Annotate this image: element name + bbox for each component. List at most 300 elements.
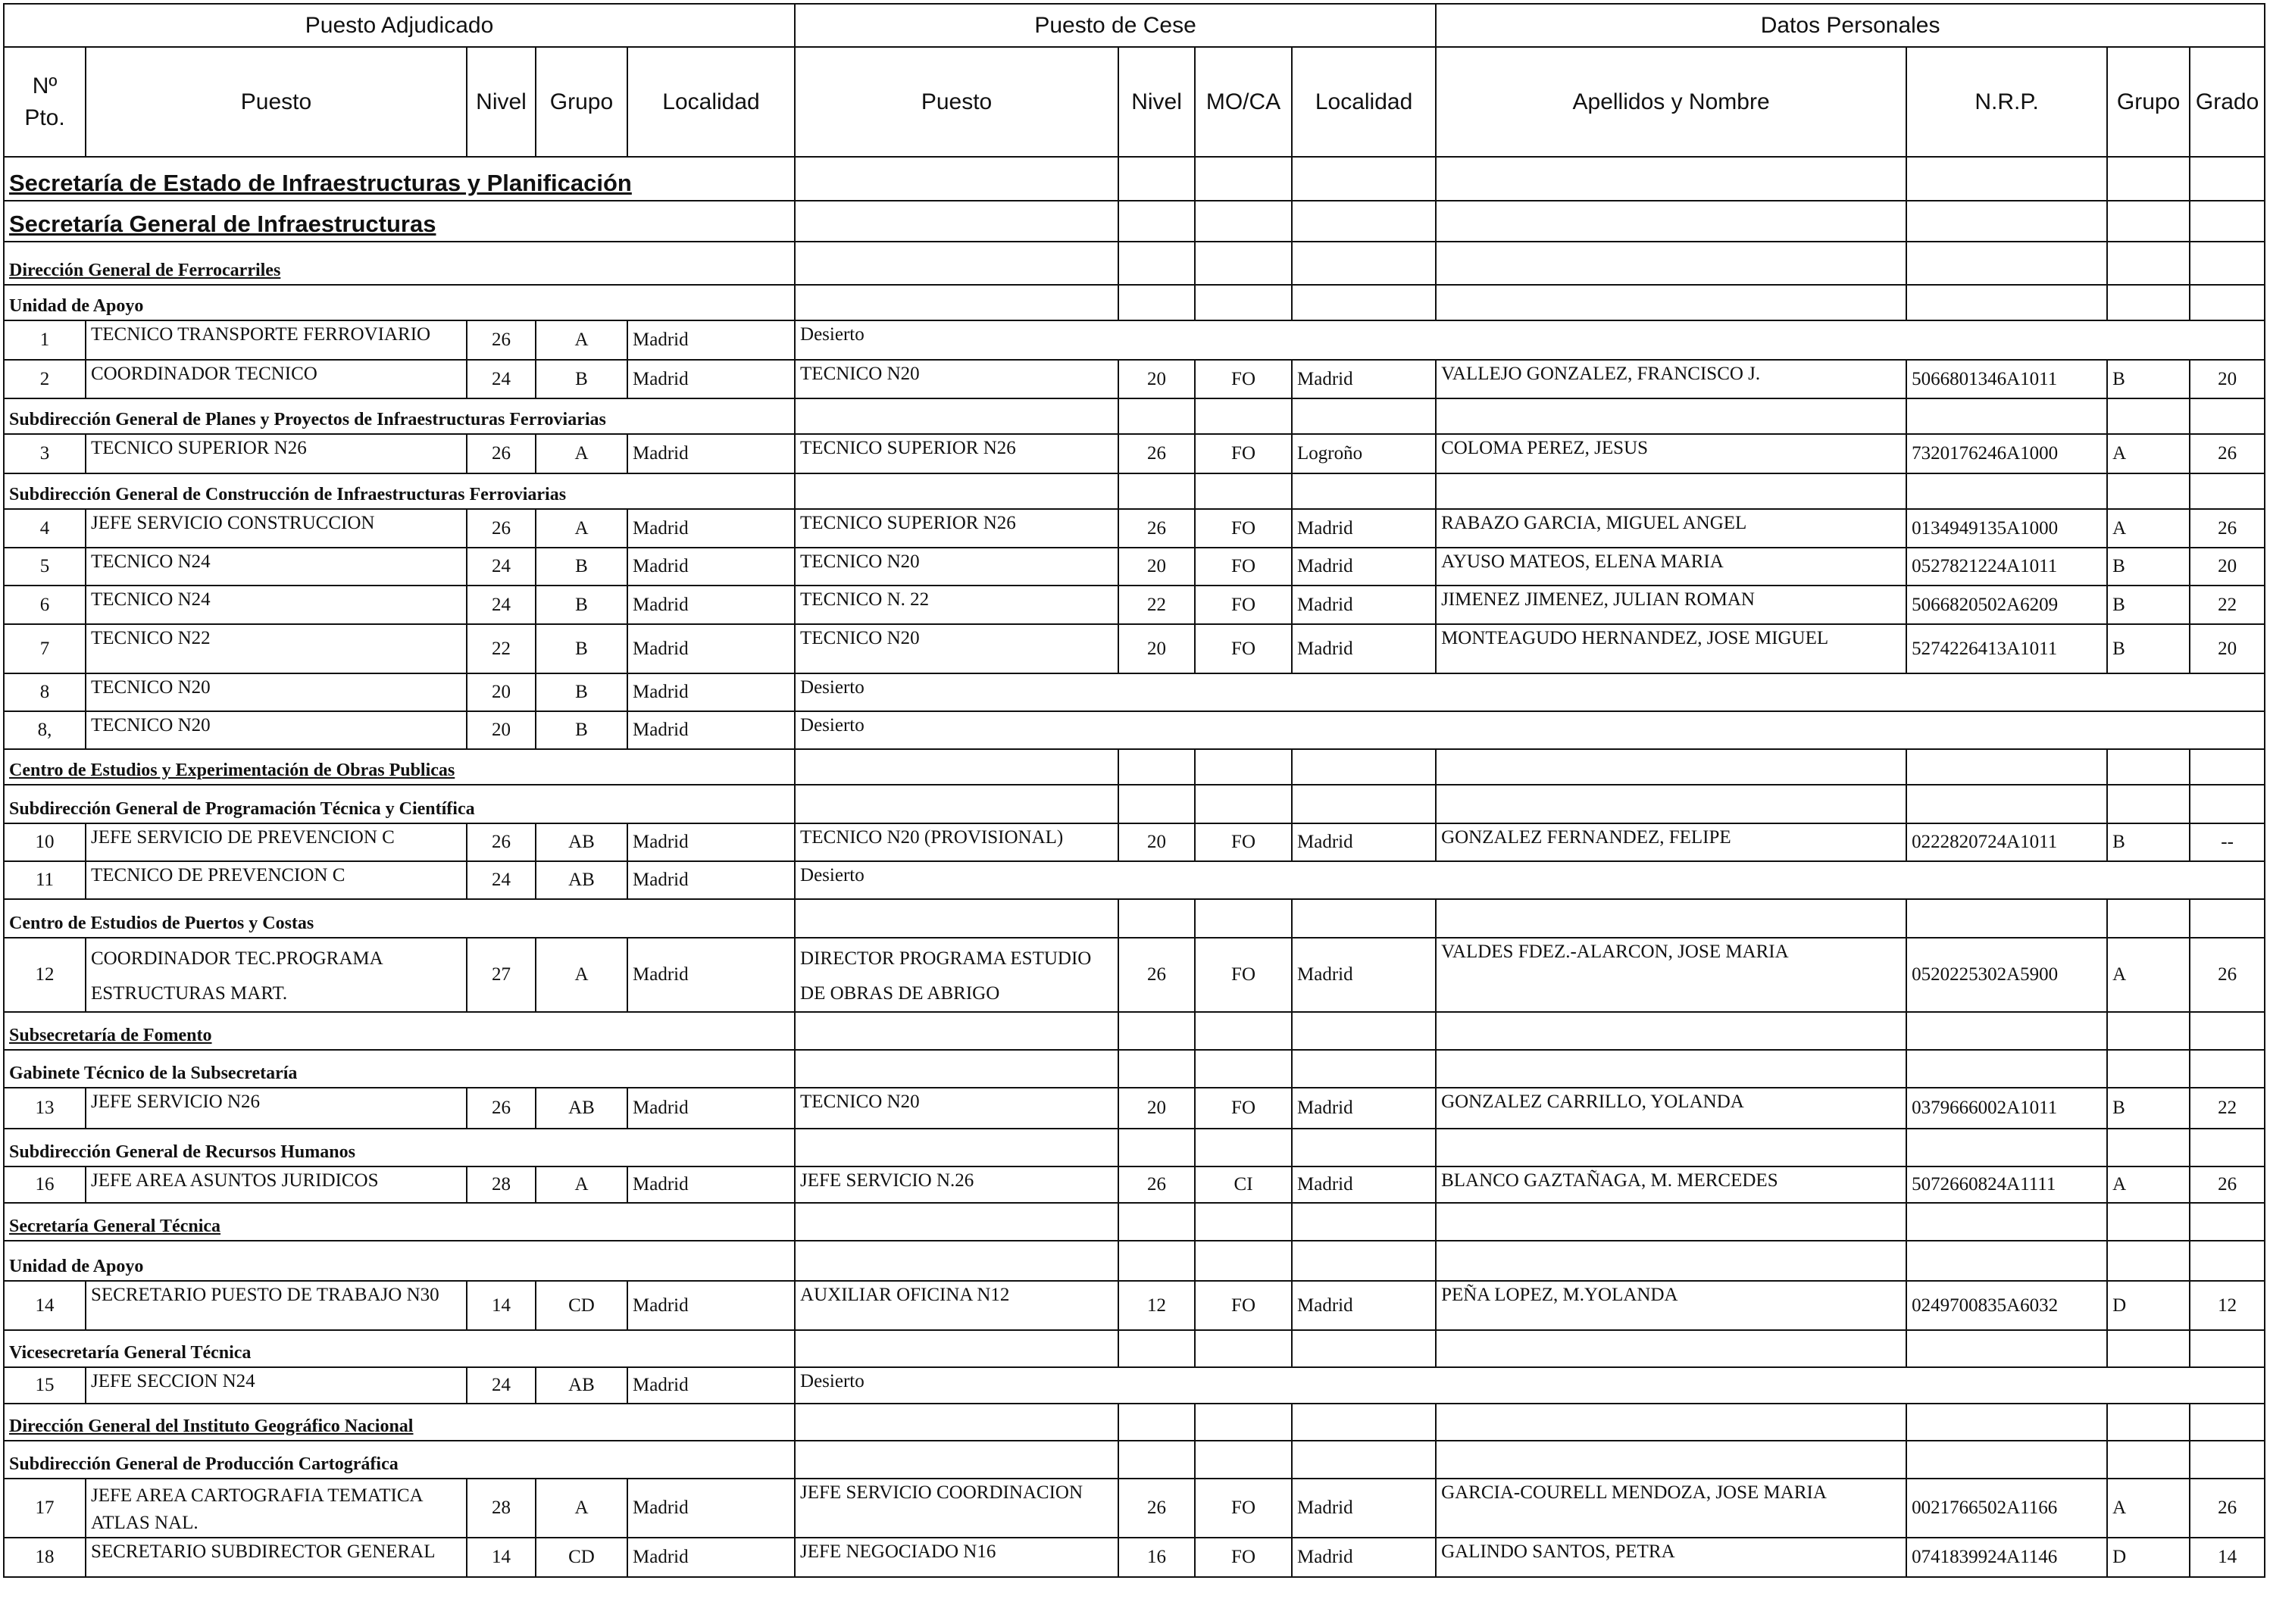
section-heading: Dirección General de Ferrocarriles (9, 261, 281, 280)
nrp-cell: 5066820502A6209 (1906, 586, 2107, 624)
nivel-cell: 26 (467, 434, 536, 473)
empty-cell (1195, 398, 1292, 434)
empty-cell (2107, 785, 2190, 823)
npto-cell: 7 (4, 624, 86, 673)
nivel-cell: 24 (467, 548, 536, 586)
nivel-cese-cell: 20 (1118, 1088, 1195, 1129)
empty-cell (1436, 785, 1906, 823)
col-header-localidad: Localidad (627, 47, 795, 157)
empty-cell (1118, 242, 1195, 285)
nivel-cese-cell: 26 (1118, 938, 1195, 1012)
empty-cell (795, 1441, 1118, 1479)
localidad-cell: Madrid (627, 861, 795, 899)
empty-cell (1292, 899, 1436, 938)
empty-cell (1906, 1241, 2107, 1281)
empty-cell (1292, 1241, 1436, 1281)
section-row (4, 785, 2265, 823)
section-heading: Centro de Estudios y Experimentación de Obras Publicas (9, 760, 455, 780)
grupo-cell: B (536, 711, 627, 749)
section-heading: Dirección General del Instituto Geográfico Nacional (9, 1416, 414, 1436)
empty-cell (1118, 201, 1195, 242)
moca-cell: FO (1195, 938, 1292, 1012)
puesto-cese-cell: Desierto (795, 711, 2265, 749)
nombre-cell: GALINDO SANTOS, PETRA (1436, 1538, 1906, 1577)
section-row (4, 1129, 2265, 1166)
moca-cell: CI (1195, 1166, 1292, 1203)
empty-cell (1292, 785, 1436, 823)
empty-cell (2190, 899, 2265, 938)
puesto-cell: TECNICO N24 (86, 548, 467, 586)
empty-cell (2190, 1129, 2265, 1166)
empty-cell (795, 201, 1118, 242)
empty-cell (1906, 242, 2107, 285)
grupo-cell: B (536, 673, 627, 711)
grado-cell: 22 (2190, 1088, 2265, 1129)
empty-cell (1292, 398, 1436, 434)
col-header-localidad-cese: Localidad (1292, 47, 1436, 157)
empty-cell (2107, 1129, 2190, 1166)
empty-cell (795, 157, 1118, 201)
nombre-cell: BLANCO GAZTAÑAGA, M. MERCEDES (1436, 1166, 1906, 1203)
localidad-cell: Madrid (627, 624, 795, 673)
nivel-cell: 20 (467, 673, 536, 711)
localidad-cese-cell: Madrid (1292, 586, 1436, 624)
localidad-cese-cell: Madrid (1292, 624, 1436, 673)
nombre-cell: RABAZO GARCIA, MIGUEL ANGEL (1436, 509, 1906, 548)
localidad-cese-cell: Madrid (1292, 1479, 1436, 1538)
empty-cell (2190, 1241, 2265, 1281)
table-row (4, 673, 2265, 711)
grado-cell: 26 (2190, 509, 2265, 548)
empty-cell (1436, 1441, 1906, 1479)
puesto-cell: TECNICO SUPERIOR N26 (86, 434, 467, 473)
grupo-cell: AB (536, 861, 627, 899)
empty-cell (1195, 785, 1292, 823)
puesto-cell: COORDINADOR TECNICO (86, 360, 467, 398)
empty-cell (2107, 398, 2190, 434)
nivel-cese-cell: 26 (1118, 1479, 1195, 1538)
empty-cell (2107, 201, 2190, 242)
puesto-cell-line-2: ESTRUCTURAS MART. (91, 983, 288, 1004)
grupo-personal-cell: B (2107, 360, 2190, 398)
empty-cell (795, 1050, 1118, 1088)
nrp-cell: 7320176246A1000 (1906, 434, 2107, 473)
empty-cell (795, 785, 1118, 823)
section-heading: Secretaría General Técnica (9, 1216, 221, 1236)
npto-cell: 4 (4, 509, 86, 548)
col-header-nivel: Nivel (467, 47, 536, 157)
puesto-cese-cell: TECNICO SUPERIOR N26 (795, 509, 1118, 548)
nrp-cell: 0379666002A1011 (1906, 1088, 2107, 1129)
empty-cell (2190, 785, 2265, 823)
table-row (4, 823, 2265, 861)
nombre-cell: AYUSO MATEOS, ELENA MARIA (1436, 548, 1906, 586)
empty-cell (1195, 285, 1292, 320)
empty-cell (1195, 1441, 1292, 1479)
nivel-cell: 28 (467, 1166, 536, 1203)
localidad-cell: Madrid (627, 1088, 795, 1129)
empty-cell (1906, 1404, 2107, 1441)
grado-cell: 26 (2190, 1479, 2265, 1538)
table-row (4, 711, 2265, 749)
puesto-cese-cell: JEFE SERVICIO N.26 (795, 1166, 1118, 1203)
empty-cell (2190, 285, 2265, 320)
table-row (4, 938, 2265, 1012)
empty-cell (1118, 1330, 1195, 1367)
empty-cell (1195, 1050, 1292, 1088)
section-title (4, 398, 795, 434)
table-row (4, 548, 2265, 586)
empty-cell (2190, 1330, 2265, 1367)
empty-cell (1195, 157, 1292, 201)
empty-cell (1195, 1129, 1292, 1166)
empty-cell (1436, 1050, 1906, 1088)
empty-cell (1292, 1441, 1436, 1479)
nivel-cell: 24 (467, 360, 536, 398)
empty-cell (2190, 157, 2265, 201)
nivel-cell: 14 (467, 1281, 536, 1330)
group-puesto-cese: Puesto de Cese (795, 4, 1436, 47)
empty-cell (1195, 201, 1292, 242)
puesto-cell: JEFE SERVICIO CONSTRUCCION (86, 509, 467, 548)
table-row (4, 1281, 2265, 1330)
group-header-row (4, 4, 2265, 47)
empty-cell (1292, 473, 1436, 509)
empty-cell (795, 1404, 1118, 1441)
nivel-cell: 14 (467, 1538, 536, 1577)
empty-cell (1436, 899, 1906, 938)
empty-cell (795, 899, 1118, 938)
empty-cell (1436, 1241, 1906, 1281)
empty-cell (1292, 201, 1436, 242)
grado-cell: 26 (2190, 1166, 2265, 1203)
empty-cell (1118, 398, 1195, 434)
nrp-cell: 5072660824A1111 (1906, 1166, 2107, 1203)
empty-cell (795, 473, 1118, 509)
empty-cell (1292, 1050, 1436, 1088)
nombre-cell: JIMENEZ JIMENEZ, JULIAN ROMAN (1436, 586, 1906, 624)
empty-cell (1906, 285, 2107, 320)
localidad-cese-cell: Madrid (1292, 548, 1436, 586)
grupo-personal-cell: D (2107, 1538, 2190, 1577)
puesto-cese-cell: TECNICO N. 22 (795, 586, 1118, 624)
npto-cell: 14 (4, 1281, 86, 1330)
moca-cell: FO (1195, 360, 1292, 398)
section-title (4, 242, 795, 285)
table-row (4, 1538, 2265, 1577)
table-row (4, 586, 2265, 624)
col-header-grado: Grado (2190, 47, 2265, 157)
empty-cell (2107, 1050, 2190, 1088)
localidad-cell: Madrid (627, 586, 795, 624)
section-row (4, 1441, 2265, 1479)
puesto-cell: TECNICO N20 (86, 711, 467, 749)
empty-cell (2190, 1441, 2265, 1479)
table-row (4, 1088, 2265, 1129)
nivel-cell: 24 (467, 586, 536, 624)
grupo-personal-cell: A (2107, 434, 2190, 473)
empty-cell (1906, 1441, 2107, 1479)
empty-cell (1292, 1129, 1436, 1166)
empty-cell (1436, 285, 1906, 320)
npto-cell: 12 (4, 938, 86, 1012)
grupo-personal-cell: B (2107, 624, 2190, 673)
localidad-cese-cell: Madrid (1292, 1538, 1436, 1577)
section-row (4, 242, 2265, 285)
puesto-cese-cell: TECNICO N20 (795, 624, 1118, 673)
unit-title: Subdirección General de Recursos Humanos (9, 1142, 355, 1162)
moca-cell: FO (1195, 434, 1292, 473)
grupo-cell: B (536, 360, 627, 398)
grado-cell: 12 (2190, 1281, 2265, 1330)
localidad-cese-cell: Madrid (1292, 360, 1436, 398)
nivel-cell: 28 (467, 1479, 536, 1538)
localidad-cese-cell: Madrid (1292, 1166, 1436, 1203)
grado-cell: 14 (2190, 1538, 2265, 1577)
section-row (4, 1203, 2265, 1241)
section-title (4, 1012, 795, 1050)
empty-cell (2190, 1203, 2265, 1241)
moca-cell: FO (1195, 586, 1292, 624)
nivel-cese-cell: 26 (1118, 509, 1195, 548)
empty-cell (795, 242, 1118, 285)
empty-cell (2190, 201, 2265, 242)
table-row (4, 320, 2265, 360)
localidad-cell: Madrid (627, 320, 795, 360)
puesto-cell: TECNICO N22 (86, 624, 467, 673)
empty-cell (2190, 1050, 2265, 1088)
section-heading: Subsecretaría de Fomento (9, 1026, 212, 1045)
section-title (4, 749, 795, 785)
empty-cell (1436, 398, 1906, 434)
localidad-cese-cell: Madrid (1292, 938, 1436, 1012)
grupo-cell: AB (536, 1367, 627, 1404)
section-row (4, 1012, 2265, 1050)
nivel-cese-cell: 26 (1118, 434, 1195, 473)
nivel-cell: 26 (467, 509, 536, 548)
empty-cell (795, 1203, 1118, 1241)
empty-cell (1292, 1330, 1436, 1367)
empty-cell (795, 1129, 1118, 1166)
section-title (4, 1330, 795, 1367)
nivel-cese-cell: 20 (1118, 360, 1195, 398)
unit-title: Gabinete Técnico de la Subsecretaría (9, 1063, 298, 1083)
empty-cell (2107, 285, 2190, 320)
localidad-cell: Madrid (627, 1538, 795, 1577)
puesto-cell: JEFE AREA CARTOGRAFIA TEMATICA ATLAS NAL. (86, 1479, 467, 1538)
col-header-nrp: N.R.P. (1906, 47, 2107, 157)
grupo-cell: B (536, 586, 627, 624)
empty-cell (1118, 1203, 1195, 1241)
puesto-cell (86, 938, 467, 1012)
empty-cell (1436, 1012, 1906, 1050)
empty-cell (1906, 1203, 2107, 1241)
nrp-cell: 0222820724A1011 (1906, 823, 2107, 861)
npto-cell: 3 (4, 434, 86, 473)
puesto-cese-cell-line-2: DE OBRAS DE ABRIGO (800, 983, 1000, 1004)
empty-cell (2107, 473, 2190, 509)
puesto-cese-cell: Desierto (795, 861, 2265, 899)
empty-cell (1292, 1203, 1436, 1241)
puesto-cese-cell: JEFE SERVICIO COORDINACION (795, 1479, 1118, 1538)
section-title (4, 473, 795, 509)
nivel-cell: 24 (467, 1367, 536, 1404)
empty-cell (1195, 899, 1292, 938)
section-row (4, 1404, 2265, 1441)
npto-cell: 8 (4, 673, 86, 711)
grado-cell: 20 (2190, 624, 2265, 673)
npto-cell: 11 (4, 861, 86, 899)
puesto-cell: TECNICO TRANSPORTE FERROVIARIO (86, 320, 467, 360)
section-title (4, 785, 795, 823)
section-title (4, 1241, 795, 1281)
puesto-cese-cell (795, 938, 1118, 1012)
section-row (4, 201, 2265, 242)
empty-cell (1436, 157, 1906, 201)
localidad-cese-cell: Madrid (1292, 509, 1436, 548)
section-row (4, 1241, 2265, 1281)
empty-cell (1292, 1012, 1436, 1050)
localidad-cell: Madrid (627, 1166, 795, 1203)
table-row (4, 434, 2265, 473)
npto-cell: 6 (4, 586, 86, 624)
moca-cell: FO (1195, 823, 1292, 861)
grupo-cell: B (536, 548, 627, 586)
nombre-cell: VALLEJO GONZALEZ, FRANCISCO J. (1436, 360, 1906, 398)
empty-cell (2107, 1330, 2190, 1367)
col-header-nivel-cese: Nivel (1118, 47, 1195, 157)
nivel-cell: 22 (467, 624, 536, 673)
grupo-personal-cell: A (2107, 1479, 2190, 1538)
empty-cell (2190, 242, 2265, 285)
empty-cell (1118, 1241, 1195, 1281)
localidad-cell: Madrid (627, 1281, 795, 1330)
npto-cell: 10 (4, 823, 86, 861)
nombre-cell: GONZALEZ CARRILLO, YOLANDA (1436, 1088, 1906, 1129)
col-header-npto: Nº Pto. (4, 47, 86, 157)
empty-cell (1436, 1203, 1906, 1241)
nrp-cell: 0249700835A6032 (1906, 1281, 2107, 1330)
empty-cell (2107, 899, 2190, 938)
empty-cell (1195, 242, 1292, 285)
nivel-cese-cell: 12 (1118, 1281, 1195, 1330)
grado-cell: 20 (2190, 360, 2265, 398)
grupo-cell: AB (536, 823, 627, 861)
section-title (4, 201, 795, 242)
puesto-cell: JEFE SECCION N24 (86, 1367, 467, 1404)
puesto-cell: TECNICO N24 (86, 586, 467, 624)
unit-title: Vicesecretaría General Técnica (9, 1343, 252, 1363)
npto-cell: 1 (4, 320, 86, 360)
empty-cell (1436, 473, 1906, 509)
section-row (4, 473, 2265, 509)
puesto-cell: JEFE AREA ASUNTOS JURIDICOS (86, 1166, 467, 1203)
grado-cell: 22 (2190, 586, 2265, 624)
section-title (4, 1404, 795, 1441)
empty-cell (1118, 1012, 1195, 1050)
puesto-cese-cell: Desierto (795, 673, 2265, 711)
puesto-cell: JEFE SERVICIO DE PREVENCION C (86, 823, 467, 861)
unit-title: Subdirección General de Planes y Proyectos de Infraestructuras Ferroviarias (9, 410, 606, 429)
puesto-cese-cell: Desierto (795, 1367, 2265, 1404)
section-title (4, 1441, 795, 1479)
moca-cell: FO (1195, 624, 1292, 673)
empty-cell (795, 749, 1118, 785)
puesto-cese-cell: TECNICO N20 (795, 1088, 1118, 1129)
empty-cell (1118, 285, 1195, 320)
section-row (4, 899, 2265, 938)
localidad-cell: Madrid (627, 1479, 795, 1538)
nivel-cese-cell: 26 (1118, 1166, 1195, 1203)
section-row (4, 749, 2265, 785)
grupo-cell: A (536, 1479, 627, 1538)
empty-cell (1906, 201, 2107, 242)
localidad-cell: Madrid (627, 360, 795, 398)
localidad-cese-cell: Madrid (1292, 1088, 1436, 1129)
nivel-cell: 26 (467, 1088, 536, 1129)
section-row (4, 1330, 2265, 1367)
adjudication-table (3, 3, 2265, 1578)
empty-cell (1436, 201, 1906, 242)
moca-cell: FO (1195, 1281, 1292, 1330)
nrp-cell: 5066801346A1011 (1906, 360, 2107, 398)
empty-cell (1436, 1404, 1906, 1441)
unit-title: Unidad de Apoyo (9, 296, 144, 316)
empty-cell (1195, 1012, 1292, 1050)
puesto-cese-cell: TECNICO N20 (795, 548, 1118, 586)
empty-cell (2107, 749, 2190, 785)
nombre-cell: PEÑA LOPEZ, M.YOLANDA (1436, 1281, 1906, 1330)
empty-cell (795, 1241, 1118, 1281)
nivel-cese-cell: 20 (1118, 624, 1195, 673)
empty-cell (1436, 749, 1906, 785)
grado-cell: 26 (2190, 434, 2265, 473)
table-row (4, 509, 2265, 548)
nivel-cese-cell: 22 (1118, 586, 1195, 624)
col-header-grupo-personal: Grupo (2107, 47, 2190, 157)
empty-cell (2107, 1203, 2190, 1241)
localidad-cell: Madrid (627, 938, 795, 1012)
nrp-cell: 0520225302A5900 (1906, 938, 2107, 1012)
npto-cell: 2 (4, 360, 86, 398)
section-heading: Secretaría de Estado de Infraestructuras y Planificación (9, 170, 632, 196)
section-heading: Secretaría General de Infraestructuras (9, 211, 436, 237)
puesto-cese-cell: JEFE NEGOCIADO N16 (795, 1538, 1118, 1577)
npto-cell: 13 (4, 1088, 86, 1129)
col-header-nombre: Apellidos y Nombre (1436, 47, 1906, 157)
empty-cell (795, 1012, 1118, 1050)
nivel-cell: 26 (467, 823, 536, 861)
npto-cell: 15 (4, 1367, 86, 1404)
npto-cell: 17 (4, 1479, 86, 1538)
puesto-cese-cell: Desierto (795, 320, 2265, 360)
grupo-cell: CD (536, 1281, 627, 1330)
empty-cell (795, 398, 1118, 434)
grupo-cell: A (536, 1166, 627, 1203)
empty-cell (2190, 749, 2265, 785)
moca-cell: FO (1195, 509, 1292, 548)
empty-cell (795, 285, 1118, 320)
empty-cell (1906, 1129, 2107, 1166)
grupo-cell: A (536, 434, 627, 473)
empty-cell (1118, 1404, 1195, 1441)
puesto-cese-cell: TECNICO N20 (PROVISIONAL) (795, 823, 1118, 861)
empty-cell (1292, 242, 1436, 285)
table-row (4, 1367, 2265, 1404)
unit-title: Centro de Estudios de Puertos y Costas (9, 914, 314, 933)
nombre-cell: GARCIA-COURELL MENDOZA, JOSE MARIA (1436, 1479, 1906, 1538)
empty-cell (1118, 157, 1195, 201)
